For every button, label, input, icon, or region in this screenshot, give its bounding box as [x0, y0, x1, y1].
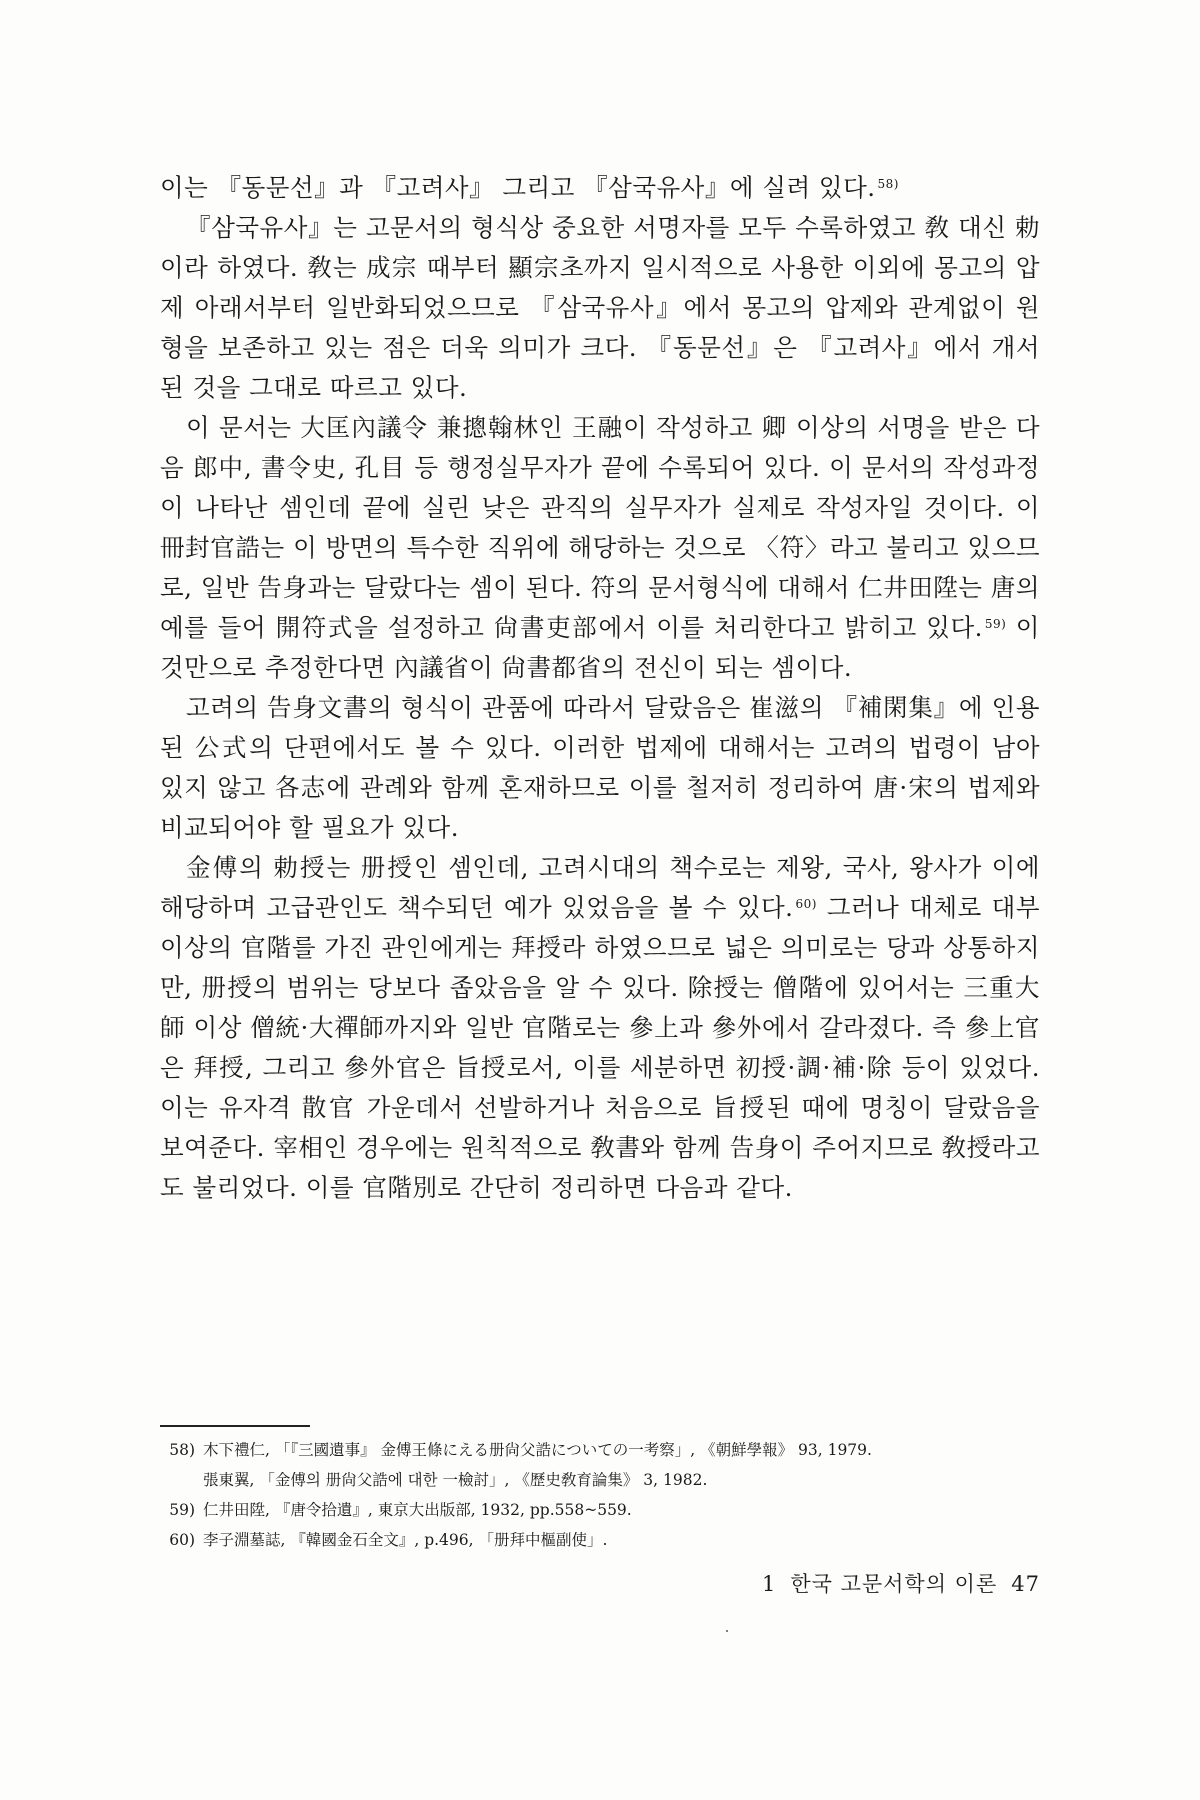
- print-speck: [726, 1630, 728, 1632]
- paragraph-2: 『삼국유사』는 고문서의 형식상 중요한 서명자를 모두 수록하였고 敎 대신 勅이라 하였다. 敎는 成宗 때부터 顯宗초까지 일시적으로 사용한 이외에 몽고의 압제 아래서부터 일반화되었으므로 『삼국유사』에서 몽고의 압제와 관계없이 원형을 보존하고 있는 점은 더욱 의미가 크다. 『동문선』은 『고려사』에서 개서된 것을 그대로 따르고 있다.: [160, 213, 1040, 402]
- paragraph-3: 이 문서는 大匡內議令 兼摠翰林인 王融이 작성하고 卿 이상의 서명을 받은 다음 郎中, 書令史, 孔目 등 행정실무자가 끝에 수록되어 있다. 이 문서의 작성과정이 나타난 셈인데 끝에 실린 낮은 관직의 실무자가 실제로 작성자일 것이다. 이 冊封官誥는 이 방면의 특수한 직위에 해당하는 것으로 〈符〉라고 불리고 있으므로, 일반 告身과는 달랐다는 셈이 된다. 符의 문서형식에 대해서 仁井田陞는 唐의 예를 들어 開符式을 설정하고 尙書吏部에서 이를 처리한다고 밝히고 있다. $^{59)}$ 이것만으로 추정한다면 內議省이 尙書都省의 전신이 되는 셈이다.: [160, 413, 1040, 682]
- paragraph-1: 이는 『동문선』과 『고려사』 그리고 『삼국유사』에 실려 있다. $^{58)}$: [160, 173, 899, 202]
- footnote-divider: [160, 1425, 310, 1427]
- footnote-text: 仁井田陞, 『唐令拾遺』, 東京大出版部, 1932, pp.558~559.: [203, 1501, 632, 1519]
- footnote-60: [160, 1525, 1040, 1555]
- footnote-58-continued: 張東翼, 「金傅의 册尙父誥에 대한 一檢討」, 《歷史敎育論集》 3, 1982.: [203, 1471, 708, 1489]
- footnotes: [160, 1435, 1040, 1555]
- chapter-number: 1: [761, 1572, 777, 1596]
- footnote-number: 60): [169, 1531, 195, 1549]
- footnote-ref-59[interactable]: 59): [984, 617, 1007, 631]
- footnote-ref-60[interactable]: 60): [795, 897, 817, 911]
- paragraph-5: 金傅의 勅授는 册授인 셈인데, 고려시대의 책수로는 제왕, 국사, 왕사가 이에 해당하며 고급관인도 책수되던 예가 있었음을 볼 수 있다. $^{60)}$ 그러나 대체로 대부 이상의 官階를 가진 관인에게는 拜授라 하였으므로 넓은 의미로는 당과 상통하지만, 册授의 범위는 당보다 좁았음을 알 수 있다. 除授는 僧階에 있어서는 三重大師 이상 僧統·大禪師까지와 일반 官階로는 參上과 參外에서 갈라졌다. 즉 參上官은 拜授, 그리고 參外官은 旨授로서, 이를 세분하면 初授·調·補·除 등이 있었다. 이는 유자격 散官 가운데서 선발하거나 처음으로 旨授된 때에 명칭이 달랐음을 보여준다. 宰相인 경우에는 원칙적으로 敎書와 함께 告身이 주어지므로 敎授라고도 불리었다. 이를 官階別로 간단히 정리하면 다음과 같다.: [160, 853, 1040, 1202]
- body-text: [160, 168, 1040, 1208]
- footnote-number: 58): [169, 1441, 195, 1459]
- paragraph-4: 고려의 告身文書의 형식이 관품에 따라서 달랐음은 崔滋의 『補閑集』에 인용된 公式의 단편에서도 볼 수 있다. 이러한 법제에 대해서는 고려의 법령이 남아 있지 않고 各志에 관례와 함께 혼재하므로 이를 철저히 정리하여 唐·宋의 법제와 비교되어야 할 필요가 있다.: [160, 693, 1040, 842]
- footnote-number: 59): [169, 1501, 195, 1519]
- footnote-58: [160, 1435, 1040, 1465]
- footnote-text: 木下禮仁, 「『三國遺事』 金傅王條にえる册尙父誥についての一考察」, 《朝鮮學報》 93, 1979.: [203, 1441, 872, 1459]
- footnote-59: [160, 1495, 1040, 1525]
- footnote-ref-58[interactable]: 58): [877, 177, 899, 191]
- page-number: 47: [1011, 1572, 1040, 1596]
- running-footer: [680, 1568, 1040, 1598]
- chapter-title: 한국 고문서학의 이론: [790, 1572, 998, 1596]
- footnote-text: 李子淵墓誌, 『韓國金石全文』, p.496, 「册拜中樞副使」.: [203, 1531, 608, 1549]
